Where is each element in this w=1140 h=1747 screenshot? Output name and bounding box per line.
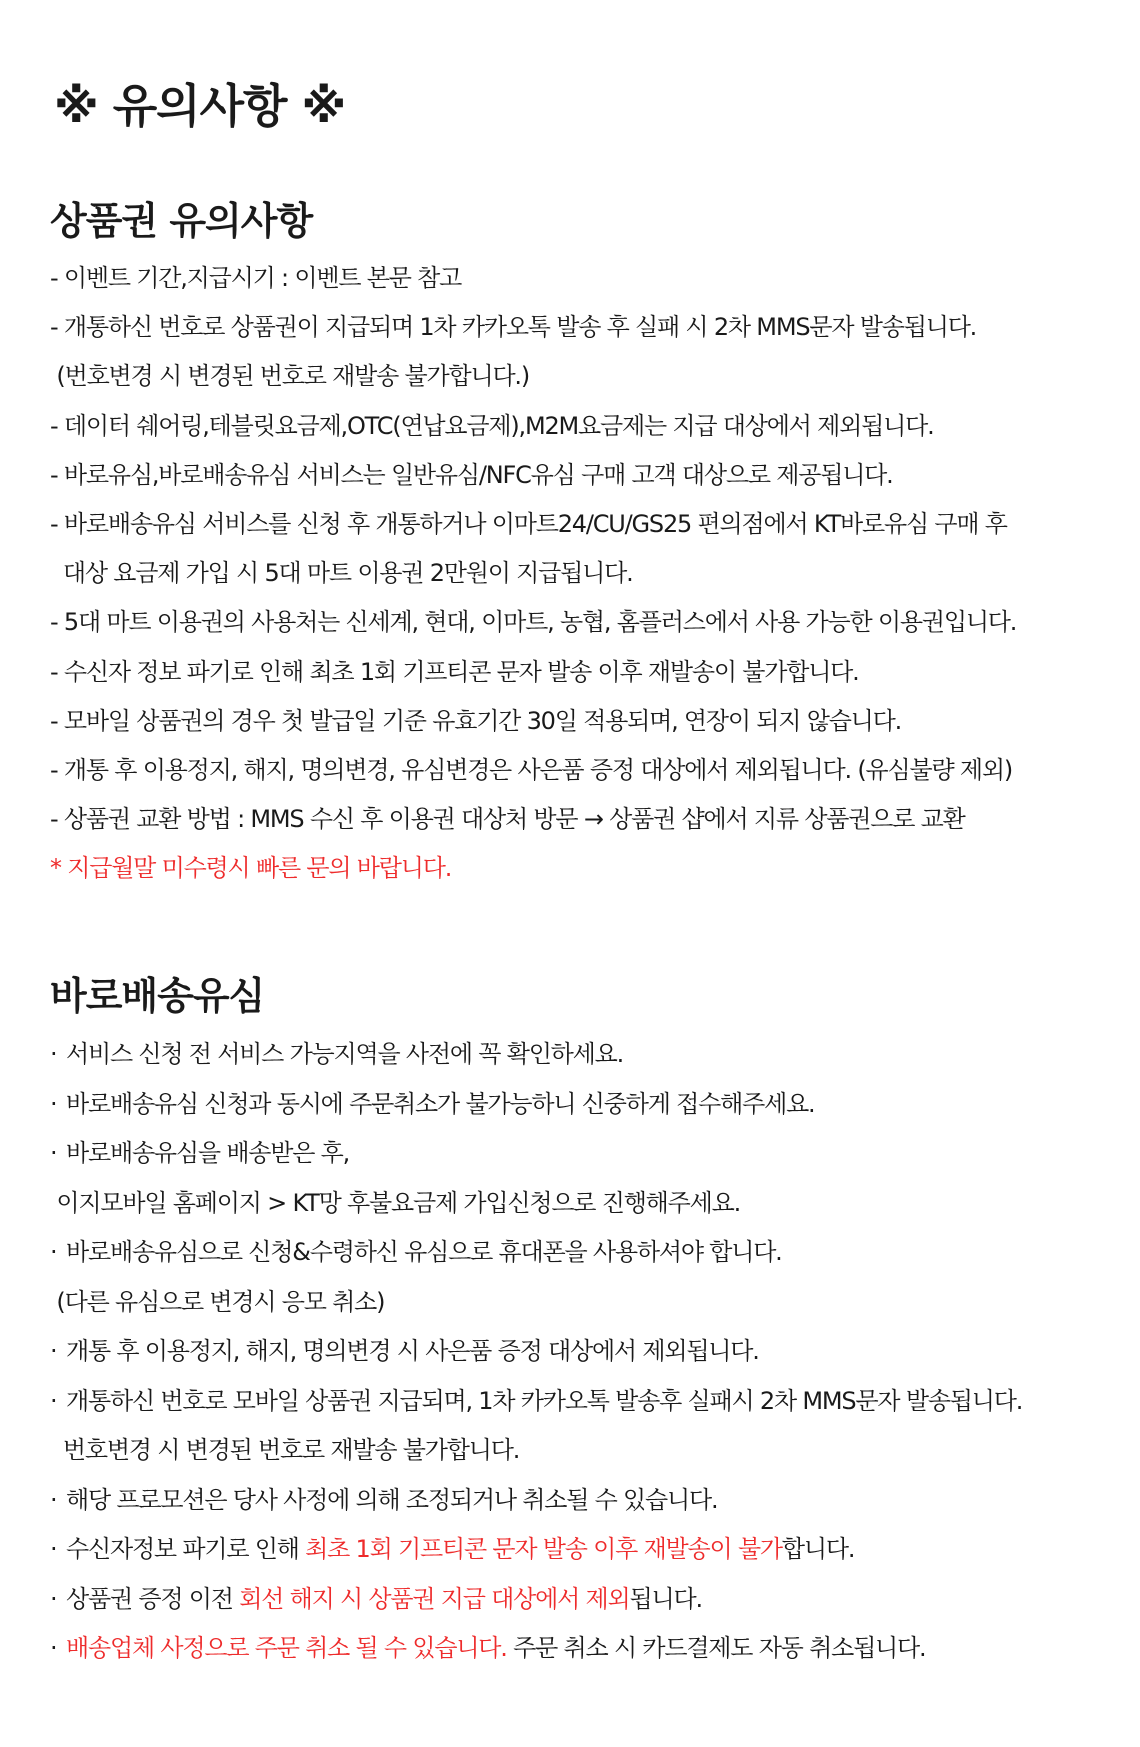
notice-line: - 모바일 상품권의 경우 첫 발급일 기준 유효기간 30일 적용되며, 연장이 되지 않습니다. — [50, 706, 902, 735]
bullet-icon: · — [50, 1040, 57, 1068]
item-text: 개통 후 이용정지, 해지, 명의변경 시 사은품 증정 대상에서 제외됩니다. — [66, 1337, 759, 1365]
bullet-icon: · — [50, 1535, 57, 1563]
notice-line: - 바로유심,바로배송유심 서비스는 일반유심/NFC유심 구매 고객 대상으로 제공됩니다. — [50, 460, 893, 489]
item-text: 바로배송유심으로 신청&수령하신 유심으로 휴대폰을 사용하셔야 합니다. — [66, 1238, 782, 1266]
list-item — [50, 1476, 1022, 1526]
notice-line: - 개통 후 이용정지, 해지, 명의변경, 유심변경은 사은품 증정 대상에서 제외됩니다. (유심불량 제외) — [50, 755, 1013, 784]
notice-line: 대상 요금제 가입 시 5대 마트 이용권 2만원이 지급됩니다. — [50, 559, 633, 588]
list-item — [50, 1327, 1022, 1377]
list-item — [50, 1228, 1022, 1278]
item-text: 주문 취소 시 카드결제도 자동 취소됩니다. — [506, 1634, 926, 1662]
list-item — [50, 1030, 1022, 1080]
notice-line: - 데이터 쉐어링,테블릿요금제,OTC(연납요금제),M2M요금제는 지급 대상에서 제외됩니다. — [50, 411, 934, 440]
bullet-icon: · — [50, 1089, 57, 1118]
list-item-continuation — [50, 1179, 1022, 1229]
item-text: 바로배송유심을 배송받은 후, — [66, 1139, 350, 1167]
bullet-icon: · — [50, 1584, 57, 1613]
item-text: 번호변경 시 변경된 번호로 재발송 불가합니다. — [50, 1436, 520, 1464]
notice-line: - 상품권 교환 방법 : MMS 수신 후 이용권 대상처 방문 → 상품권 샵에서 지류 상품권으로 교환 — [50, 805, 965, 834]
list-item — [50, 1080, 1022, 1130]
bullet-icon: · — [50, 1337, 57, 1365]
baro-section-heading: 바로배송유심 — [50, 974, 265, 1018]
item-text: 상품권 증정 이전 — [66, 1584, 240, 1613]
notice-line: - 5대 마트 이용권의 사용처는 신세계, 현대, 이마트, 농협, 홈플러스에서 사용 가능한 이용권입니다. — [50, 608, 1017, 637]
item-text: 합니다. — [781, 1535, 855, 1563]
highlighted-warning: 회선 해지 시 상품권 지급 대상에서 제외 — [239, 1584, 630, 1613]
list-item-continuation — [50, 1426, 1022, 1476]
list-item — [50, 1129, 1022, 1179]
notice-line: - 바로배송유심 서비스를 신청 후 개통하거나 이마트24/CU/GS25 편의점에서 KT바로유심 구매 후 — [50, 509, 1007, 538]
notice-line: (번호변경 시 변경된 번호로 재발송 불가합니다.) — [50, 362, 530, 391]
highlighted-warning: 최초 1회 기프티콘 문자 발송 이후 재발송이 불가 — [305, 1535, 782, 1563]
bullet-icon: · — [50, 1634, 57, 1662]
item-text: (다른 유심으로 변경시 응모 취소) — [50, 1287, 385, 1316]
list-item-continuation — [50, 1278, 1022, 1328]
item-text: 해당 프로모션은 당사 사정에 의해 조정되거나 취소될 수 있습니다. — [66, 1485, 718, 1514]
baro-notice-list — [50, 1030, 1022, 1674]
voucher-section-heading: 상품권 유의사항 — [50, 199, 313, 243]
bullet-icon: · — [50, 1238, 57, 1266]
item-text: 이지모바일 홈페이지 > KT망 후불요금제 가입신청으로 진행해주세요. — [50, 1188, 741, 1217]
warning-notice: * 지급월말 미수령시 빠른 문의 바랍니다. — [50, 854, 452, 883]
page-title: ※ 유의사항 ※ — [54, 79, 346, 133]
highlighted-warning: 배송업체 사정으로 주문 취소 될 수 있습니다. — [66, 1634, 507, 1662]
list-item — [50, 1624, 1022, 1674]
item-text: 됩니다. — [629, 1584, 702, 1613]
voucher-notice-list — [50, 254, 1016, 893]
bullet-icon: · — [50, 1386, 57, 1415]
list-item — [50, 1525, 1022, 1575]
item-text: 서비스 신청 전 서비스 가능지역을 사전에 꼭 확인하세요. — [66, 1040, 624, 1068]
list-item — [50, 1377, 1022, 1427]
item-text: 개통하신 번호로 모바일 상품권 지급되며, 1차 카카오톡 발송후 실패시 2차 MMS문자 발송됩니다. — [66, 1386, 1023, 1415]
notice-line: - 개통하신 번호로 상품권이 지급되며 1차 카카오톡 발송 후 실패 시 2차 MMS문자 발송됩니다. — [50, 313, 977, 342]
bullet-icon: · — [50, 1485, 57, 1514]
bullet-icon: · — [50, 1139, 57, 1167]
item-text: 바로배송유심 신청과 동시에 주문취소가 불가능하니 신중하게 접수해주세요. — [66, 1089, 815, 1118]
item-text: 수신자정보 파기로 인해 — [66, 1535, 306, 1563]
notice-line: - 이벤트 기간,지급시기 : 이벤트 본문 참고 — [50, 264, 462, 292]
notice-line: - 수신자 정보 파기로 인해 최초 1회 기프티콘 문자 발송 이후 재발송이 불가합니다. — [50, 657, 859, 686]
list-item — [50, 1575, 1022, 1625]
